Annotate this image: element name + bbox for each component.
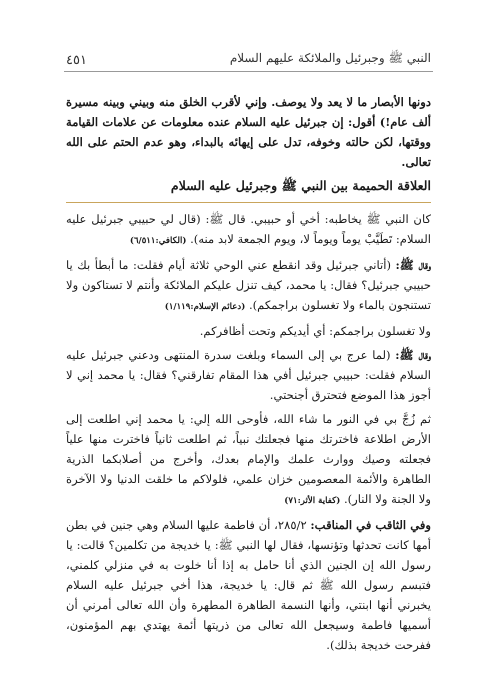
paragraph-text: كان النبي ﷺ يخاطبه: أخي أو حبيبي. قال ﷺ: (قال لي حبيبي جبرئيل عليه السلام: تَطَيَّبْ يوماً ويوماً لا، ويوم الجمعة لابد منه). [66, 212, 431, 246]
page-number: ٤٥١ [66, 53, 87, 68]
intro-label: أقول: [347, 115, 376, 129]
citation: (الكافي:٦/٥١١) [129, 236, 187, 246]
paragraph-lead: وفي الثاقب في المناقب: [310, 518, 432, 532]
paragraph-6 [66, 515, 431, 655]
citation: (دعائم الإسلام:١/١١٩) [164, 302, 246, 312]
paragraph-text: (لما عرج بي إلى السماء وبلغت سدرة المنتهى ودعني جبرئيل عليه السلام فقلت: حبيبي جبرئيل أفي هذا المقام تفارقني؟ فقال: يا محمد إني لا أجوز هذا الموضع فتحترق أجنحتي. [66, 348, 431, 402]
paragraph-4 [66, 345, 431, 405]
paragraph-text: ثم زُجَّ بي في النور ما شاء الله، فأوحى الله إلي: يا محمد إني اطلعت إلى الأرض اطلاعة فاخترتك منها فجعلتك نبياً، ثم اطلعت ثانياً فاخترت منها علياً فجعلته وصيك ووارث علمك والإمام بعدك، وأخرج من أصلابكما الذرية الطاهرة والأئمة المعصومين خزان علمي، فلولاكم ما خلقت الدنيا ولا الآخرة ولا الجنة ولا النار). [66, 412, 431, 506]
running-head [66, 46, 431, 68]
paragraph-lead: وقال ﷺ: [395, 348, 431, 362]
header-divider [64, 71, 433, 72]
section-title: العلاقة الحميمة بين النبي ﷺ وجبرئيل عليه السلام [170, 178, 431, 193]
page-body [66, 92, 431, 659]
paragraph-3 [66, 321, 431, 341]
intro-text: إن جبرئيل عليه السلام عنده معلومات عن علامات القيامة ووقتها، لكن حالته وخوفه، تدل على إيهائه بالبداء، وهو عدم الحتم على الله تعالى. [66, 115, 431, 169]
paragraph-1 [66, 209, 431, 251]
paragraph-2 [66, 255, 431, 317]
paragraph-text: ٢٨٥/٢، أن فاطمة عليها السلام وهي جنين في بطن أمها كانت تحدثها وتؤنسها، فقال لها النبي ﷺ: يا خديجة من تكلمين؟ قالت: يا رسول الله إن الجنين الذي أنا حامل به إذا أنا خلوت به في منزلي كلمني، فتبسم رسول الله ﷺ ثم قال: يا خديجة، هذا أخي جبرئيل عليه السلام يخبرني أنها ابنتي، وأنها النسمة الطاهرة المطهرة وأن الله تعالى أمرني أن أسميها فاطمة وسيجعل الله تعالى من ذريتها أئمة يهتدي بهم المؤمنون، ففرحت خديجة بذلك). [66, 518, 431, 652]
running-title: النبي ﷺ وجبرئيل والملائكة عليهم السلام [229, 51, 431, 65]
intro-line: دونها الأبصار ما لا يعد ولا يوصف. وإني لأقرب الخلق منه وبيني وبينه مسيرة ألف عام!) [66, 95, 431, 129]
intro-paragraph [66, 92, 431, 172]
paragraph-lead: وقال ﷺ: [395, 258, 432, 272]
citation: (كفاية الأثر:٧١) [284, 496, 341, 506]
paragraph-text: ولا تغسلون براجمكم: أي أيديكم وتحت أظافركم. [199, 324, 431, 338]
paragraph-5 [66, 409, 431, 511]
section-divider [66, 202, 431, 203]
paragraph-text: (أتاني جبرئيل وقد انقطع عني الوحي ثلاثة أيام فقلت: ما أبطأ بك يا حبيبي جبرئيل؟ فقال: يا محمد، كيف تنزل عليكم الملائكة وأنتم لا تستاكون ولا تستنجون بالماء ولا تغسلون براجمكم). [66, 258, 431, 312]
